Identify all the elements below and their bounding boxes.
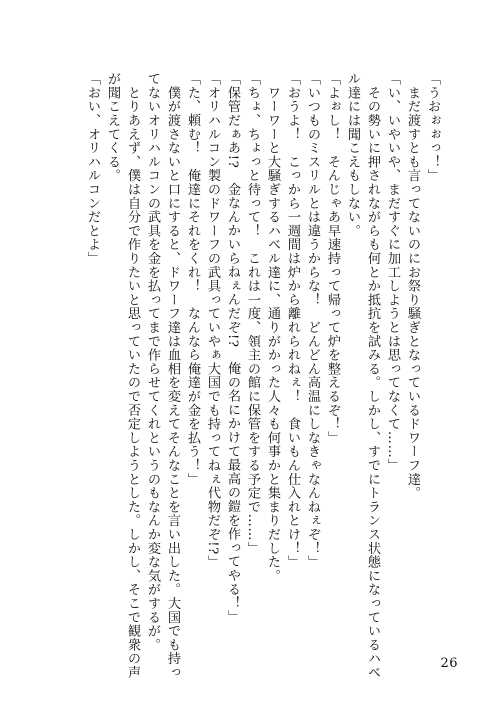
text-line: 「た、頼む！ 俺達にそれをくれ！ なんなら俺達が金を払う！」	[185, 72, 200, 486]
text-line: 「おうよ！ こっから一週間は炉から離れられねぇ！ 食いもん仕入れとけ！」	[285, 72, 300, 569]
text-line: 「保管だぁあ!? 金なんかいらねぇんだぞ!? 俺の名にかけて最高の鎧を作ってやる！」	[225, 72, 240, 624]
text-line: が聞こえてくる。	[105, 72, 120, 183]
text-line: ル達には聞こえもしない。	[345, 72, 360, 238]
text-line: 「ちょ、ちょっと待って！ これは一度、領主の館に保管をする予定で……」	[245, 72, 260, 555]
text-line: 「よぉし！ そんじゃあ早速持って帰って炉を整えるぞ！」	[325, 72, 340, 445]
text-line: その勢いに押されながらも何とか抵抗を試みる。しかし、すでにトランス状態になっているハベ	[365, 72, 380, 680]
text-line: とりあえず、僕は自分で作りたいと思っていたので否定しようとした。しかし、そこで観衆の声	[125, 72, 140, 680]
text-line: 「い、いやいや、まだすぐに加工しようとは思ってなくて……」	[385, 72, 400, 473]
text-line: てないオリハルコンの武具を金を払ってまで作らせてくれというのもなんか変な気がするが。	[145, 72, 160, 652]
text-line: 「おい、オリハルコンだとよ」	[85, 72, 100, 266]
text-line: 「オリハルコン製のドワーフの武具っていやぁ大国でも持ってねぇ代物だぞ!?」	[205, 72, 220, 569]
text-line: 「いつものミスリルとは違うからな！ どんどん高温にしなきゃなんねぇぞ！」	[305, 72, 320, 569]
text-line: 僕が渡さないと口にすると、ドワーフ達は血相を変えてそんなことを言い出した。大国でも持っ	[165, 72, 180, 680]
text-line: まだ渡すとも言ってないのにお祭り騒ぎとなっているドワーフ達。	[405, 72, 420, 500]
text-line: 「うおぉぉっ！」	[425, 72, 440, 183]
page-number: 26	[440, 656, 458, 671]
vertical-text-block	[82, 72, 442, 680]
text-line: ワーワーと大騒ぎするハベル達に、通りがかった人々も何事かと集まりだした。	[265, 72, 280, 583]
